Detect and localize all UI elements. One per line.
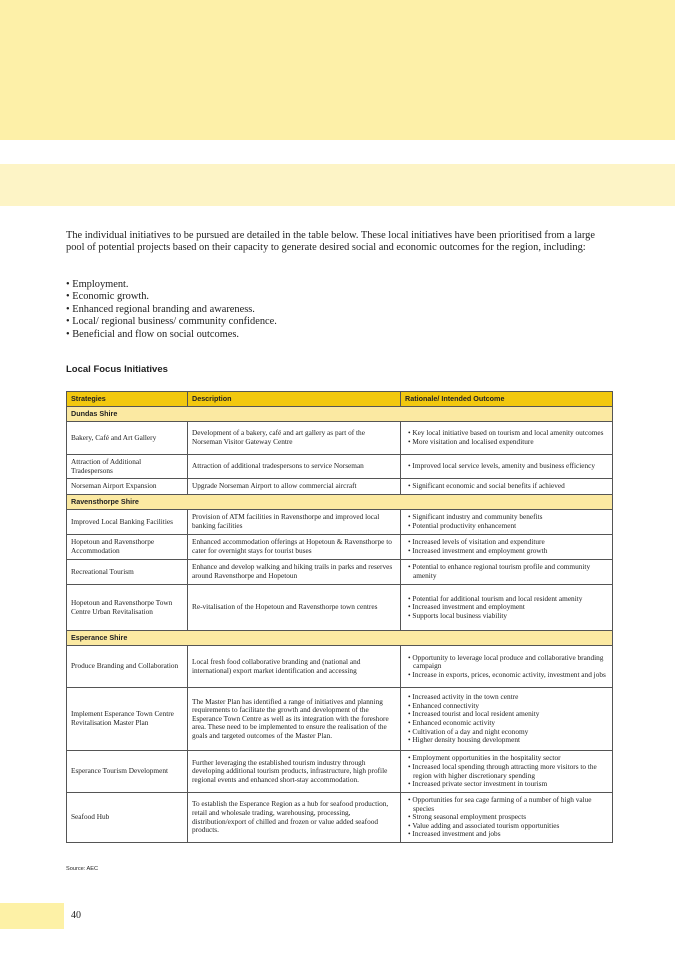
subheader-band [0,164,675,206]
table-row [67,535,613,560]
bullet-item: • Local/ regional business/ community confidence. [66,316,277,328]
group-name: Ravensthorpe Shire [67,495,613,510]
outcome-item: • Increase in exports, prices, economic activity, investment and jobs [405,671,608,680]
outcome-item: • Increased tourist and local resident amenity [405,710,608,719]
outcome-item: • Increased investment and employment [405,603,608,612]
outcome-item: • Strong seasonal employment prospects [405,813,608,822]
strategy-cell: Implement Esperance Town Centre Revitalisation Master Plan [67,688,188,751]
group-row [67,495,613,510]
strategy-cell: Produce Branding and Collaboration [67,646,188,688]
table-row [67,560,613,585]
description-cell: Enhance and develop walking and hiking trails in parks and reserves around Ravensthorpe and Hopetoun [188,560,401,585]
outcome-item: • Potential to enhance regional tourism profile and community amenity [405,563,608,580]
outcome-list [405,796,608,839]
strategy-cell: Recreational Tourism [67,560,188,585]
group-row [67,631,613,646]
initiatives-table [66,391,613,843]
outcome-list [405,595,608,621]
outcome-list [405,462,608,471]
strategy-cell: Improved Local Banking Facilities [67,510,188,535]
outcome-item: • Increased investment and jobs [405,830,608,839]
rationale-cell [401,479,613,495]
table-row [67,479,613,495]
rationale-cell [401,751,613,793]
rationale-cell [401,646,613,688]
rationale-cell [401,585,613,631]
header-rationale: Rationale/ Intended Outcome [401,392,613,407]
outcome-item: • Potential for additional tourism and local resident amenity [405,595,608,604]
outcome-item: • Supports local business viability [405,612,608,621]
strategy-cell: Esperance Tourism Development [67,751,188,793]
bullet-item: • Employment. [66,279,277,291]
outcome-list [405,482,608,491]
table-row [67,422,613,455]
description-cell: Local fresh food collaborative branding and (national and international) export market identification and accessing [188,646,401,688]
outcome-item: • Potential productivity enhancement [405,522,608,531]
footer-band [0,903,64,929]
rationale-cell [401,455,613,479]
rationale-cell [401,535,613,560]
outcome-item: • Key local initiative based on tourism and local amenity outcomes [405,429,608,438]
table-row [67,751,613,793]
description-cell: To establish the Esperance Region as a hub for seafood production, retail and wholesale trading, warehousing, processing, distribution/export of chilled and frozen or value added seafood products. [188,793,401,843]
outcome-item: • Significant industry and community benefits [405,513,608,522]
outcome-item: • Significant economic and social benefits if achieved [405,482,608,491]
strategy-cell: Hopetoun and Ravensthorpe Town Centre Urban Revitalisation [67,585,188,631]
outcome-item: • Increased local spending through attracting more visitors to the region with higher discretionary spending [405,763,608,780]
outcome-list [405,513,608,530]
table-row [67,793,613,843]
outcome-item: • Opportunities for sea cage farming of a number of high value species [405,796,608,813]
rationale-cell [401,560,613,585]
intro-paragraph: The individual initiatives to be pursued are detailed in the table below. These local initiatives have been prioritised from a large pool of potential projects based on their capacity to generate desired social and economic outcomes for the region, including: [66,230,595,254]
outcome-item: • Higher density housing development [405,736,608,745]
description-cell: The Master Plan has identified a range of initiatives and planning requirements to facilitate the growth and development of the Esperance Town Centre as well as its integration with the foreshore area. These need to be implemented to ensure the realisation of the goals and targeted outcomes of the Master Plan. [188,688,401,751]
outcome-item: • Cultivation of a day and night economy [405,728,608,737]
section-title: Local Focus Initiatives [66,364,168,375]
outcome-item: • Value adding and associated tourism opportunities [405,822,608,831]
description-cell: Re-vitalisation of the Hopetoun and Ravensthorpe town centres [188,585,401,631]
outcome-item: • Increased levels of visitation and expenditure [405,538,608,547]
outcome-list [405,754,608,788]
group-name: Dundas Shire [67,407,613,422]
group-row [67,407,613,422]
outcome-item: • Increased investment and employment growth [405,547,608,556]
table-row [67,455,613,479]
outcome-item: • Enhanced economic activity [405,719,608,728]
table-row [67,510,613,535]
outcome-item: • Increased activity in the town centre [405,693,608,702]
rationale-cell [401,422,613,455]
table-header-row [67,392,613,407]
outcome-item: • Opportunity to leverage local produce and collaborative branding campaign [405,654,608,671]
source-note: Source: AEC [66,866,99,872]
strategy-cell: Seafood Hub [67,793,188,843]
strategy-cell: Bakery, Café and Art Gallery [67,422,188,455]
outcome-bullet-list [66,279,277,341]
bullet-item: • Beneficial and flow on social outcomes. [66,329,277,341]
strategy-cell: Attraction of Additional Tradespersons [67,455,188,479]
outcome-list [405,563,608,580]
rationale-cell [401,793,613,843]
outcome-item: • More visitation and localised expenditure [405,438,608,447]
outcome-list [405,429,608,446]
rationale-cell [401,510,613,535]
group-name: Esperance Shire [67,631,613,646]
bullet-item: • Enhanced regional branding and awareness. [66,304,277,316]
outcome-item: • Increased private sector investment in tourism [405,780,608,789]
outcome-list [405,538,608,555]
header-band [0,0,675,140]
header-description: Description [188,392,401,407]
bullet-item: • Economic growth. [66,291,277,303]
outcome-item: • Improved local service levels, amenity and business efficiency [405,462,608,471]
outcome-item: • Enhanced connectivity [405,702,608,711]
outcome-list [405,654,608,680]
description-cell: Provision of ATM facilities in Ravensthorpe and improved local banking facilities [188,510,401,535]
strategy-cell: Norseman Airport Expansion [67,479,188,495]
table-row [67,646,613,688]
outcome-list [405,693,608,745]
description-cell: Further leveraging the established tourism industry through developing additional tourism products, infrastructure, high profile regional events and enhanced short-stay accommodation. [188,751,401,793]
description-cell: Attraction of additional tradespersons to service Norseman [188,455,401,479]
description-cell: Development of a bakery, café and art gallery as part of the Norseman Visitor Gateway Centre [188,422,401,455]
table-row [67,585,613,631]
header-strategies: Strategies [67,392,188,407]
rationale-cell [401,688,613,751]
description-cell: Upgrade Norseman Airport to allow commercial aircraft [188,479,401,495]
table-row [67,688,613,751]
description-cell: Enhanced accommodation offerings at Hopetoun & Ravensthorpe to cater for overnight stays for tourist buses [188,535,401,560]
page-number: 40 [71,910,81,921]
outcome-item: • Employment opportunities in the hospitality sector [405,754,608,763]
strategy-cell: Hopetoun and Ravensthorpe Accommodation [67,535,188,560]
